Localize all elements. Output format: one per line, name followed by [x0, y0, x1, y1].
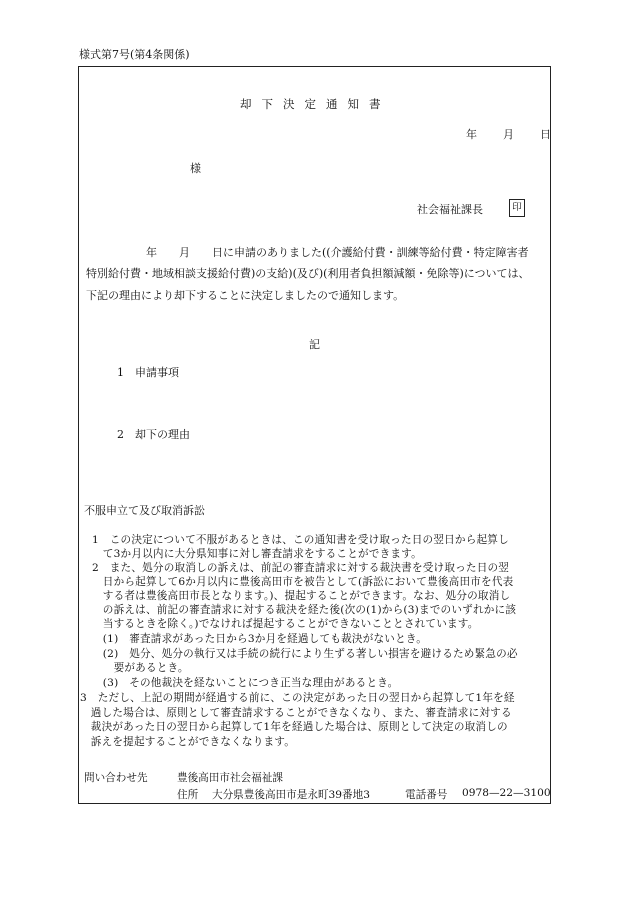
item-application — [117, 364, 179, 380]
date-month: 月 — [503, 128, 514, 141]
form-label: 様式第7号(第4条関係) — [79, 48, 190, 61]
appeal-line: (3) その他裁決を経ないことにつき正当な理由があるとき。 — [92, 677, 399, 689]
date-day: 日 — [540, 128, 551, 141]
item-label: 却下の理由 — [135, 428, 190, 441]
item-number: 1 — [117, 366, 124, 379]
contact-phone-label: 電話番号 — [405, 789, 448, 801]
appeal-line: 裁決があった日の翌日から起算して1年を経過した場合は、原則として決定の取消しの — [80, 721, 508, 733]
document-title: 却下決定通知書 — [240, 97, 391, 111]
item-label: 申請事項 — [135, 366, 179, 379]
appeal-line: 当するときを除く。)でなければ提起することができないこととされています。 — [92, 618, 479, 630]
contact-org: 豊後高田市社会福祉課 — [177, 772, 283, 784]
item-number: 2 — [117, 428, 124, 441]
appeal-heading: 不服申立て及び取消訴訟 — [84, 504, 205, 517]
appeal-line: の訴えは、前記の審査請求に対する裁決を経た後(次の(1)から(3)までのいずれかに該 — [92, 604, 517, 616]
addressee-suffix: 様 — [190, 162, 201, 175]
issue-date — [466, 126, 551, 142]
department-head: 社会福祉課長 — [417, 203, 483, 216]
appeal-line: 1 この決定について不服があるときは、この通知書を受け取った日の翌日から起算し — [92, 534, 509, 546]
ki-heading: 記 — [309, 338, 320, 351]
date-year: 年 — [466, 128, 477, 141]
appeal-line: 日から起算して6か月以内に豊後高田市を被告として(訴訟において豊後高田市を代表 — [92, 576, 514, 588]
contact-label: 問い合わせ先 — [84, 772, 148, 784]
appeal-line: 3 ただし、上記の期間が経過する前に、この決定があった日の翌日から起算して1年を経 — [80, 692, 515, 704]
appeal-line: 過した場合は、原則として審査請求することができなくなり、また、審査請求に対する — [80, 707, 512, 719]
appeal-line: 要があるとき。 — [92, 662, 189, 674]
contact-address: 大分県豊後高田市是永町39番地3 — [212, 789, 370, 801]
appeal-line: (2) 処分、処分の執行又は手続の続行により生ずる著しい損害を避けるため緊急の必 — [92, 648, 518, 660]
appeal-line: (1) 審査請求があった日から3か月を経過しても裁決がないとき。 — [92, 633, 428, 645]
body-line-1: 年 月 日に申請のありました((介護給付費・訓練等給付費・特定障害者 — [146, 246, 529, 259]
contact-address-label: 住所 — [177, 789, 199, 801]
body-line-3: 下記の理由により却下することに決定しましたので通知します。 — [86, 289, 405, 302]
body-line-2: 特別給付費・地域相談支援給付費)の支給)(及び)(利用者負担額減額・免除等)については、 — [86, 267, 530, 280]
appeal-line: 訴えを提起することができなくなります。 — [80, 736, 296, 748]
appeal-line: する者は豊後高田市長となります。)、提起することができます。なお、処分の取消し — [92, 590, 511, 602]
seal-mark: 印 — [509, 199, 525, 217]
appeal-line: 2 また、処分の取消しの訴えは、前記の審査請求に対する裁決書を受け取った日の翌 — [92, 562, 510, 574]
contact-phone: 0978—22—3100 — [462, 787, 551, 799]
appeal-line: て3か月以内に大分県知事に対し審査請求をすることができます。 — [92, 548, 422, 560]
item-reason — [117, 426, 190, 442]
